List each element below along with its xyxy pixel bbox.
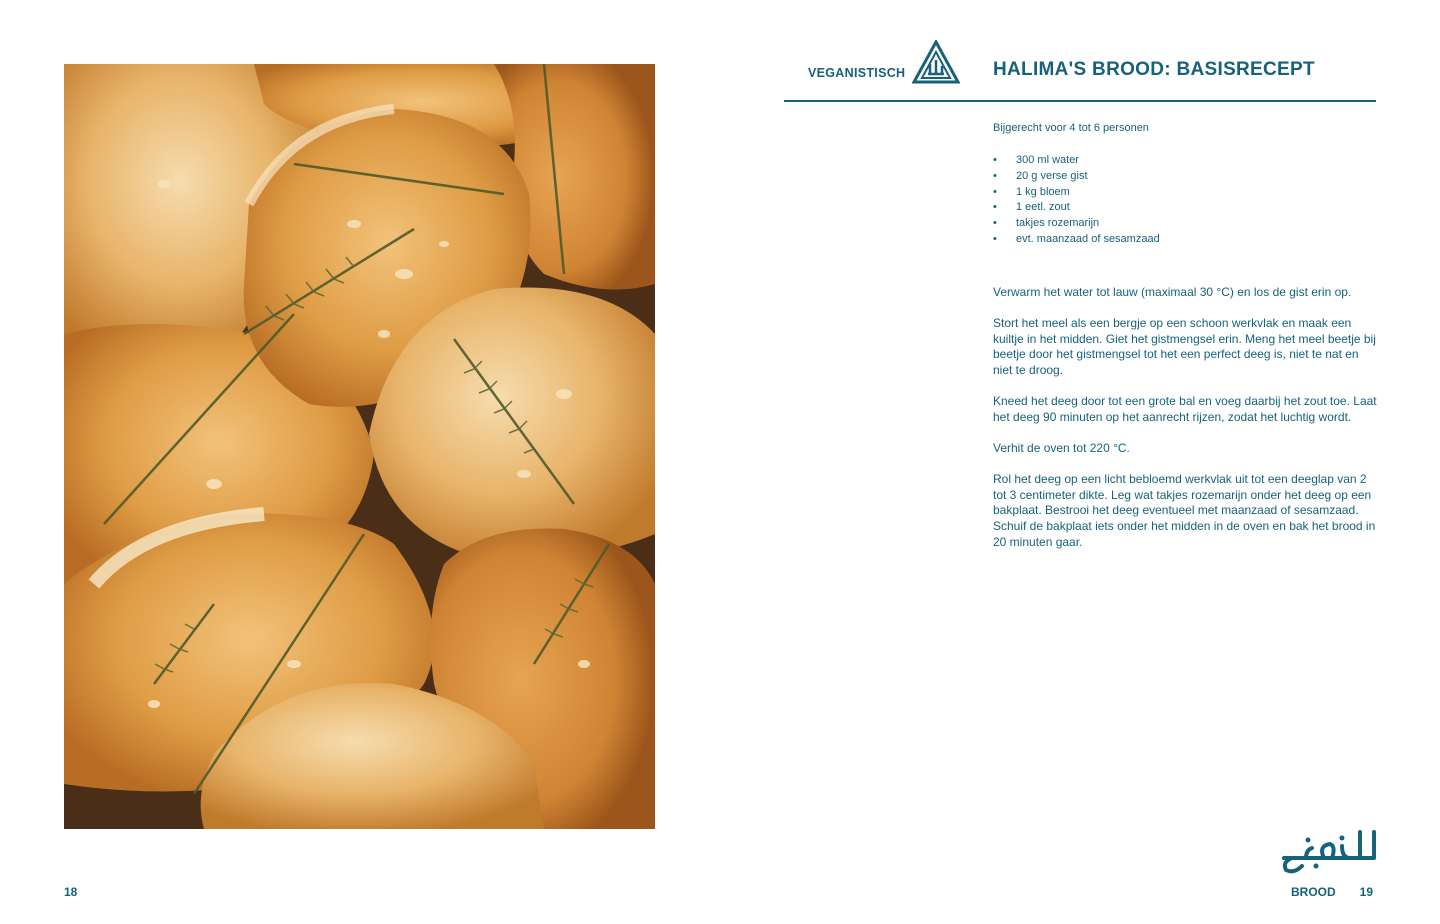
header-divider [784,100,1376,102]
footer-right [1291,885,1373,899]
step-paragraph: Kneed het deeg door tot een grote bal en voeg daarbij het zout toe. Laat het deeg 90 minuten op het aanrecht rijzen, zodat het luchtig wordt. [993,394,1377,424]
ingredient-text: takjes rozemarijn [1016,217,1100,230]
step-paragraph: Rol het deeg op een licht bebloemd werkvlak uit tot een deeglap van 2 tot 3 centimeter dikte. Leg wat takjes rozemarijn onder het deeg op een bakplaat. Bestrooi het deeg eventueel met maanzaad of sesamzaad. Schuif de bakplaat iets onder het midden in de oven en bak het brood in 20 minuten gaar. [993,472,1376,549]
method-steps [993,285,1378,566]
arabic-bread-lettering [1280,828,1378,874]
page-number-left: 18 [64,885,78,899]
list-item: • 300 ml water [993,154,1079,166]
ingredient-text: 1 kg bloem [1016,185,1070,198]
section-label: BROOD [1291,885,1336,899]
ingredient-text: 1 eetl. zout [1016,201,1070,214]
ingredient-text: evt. maanzaad of sesamzaad [1016,232,1160,245]
ingredient-list [993,153,1160,248]
flatbread-illustration [64,64,655,829]
step-paragraph: Verhit de oven tot 220 °C. [993,440,1130,455]
list-item: • 20 g verse gist [993,169,1088,182]
step-paragraph: Stort het meel als een bergje op een schoon werkvlak en maak een kuiltje in het midden. Giet het gistmengsel erin. Meng het meel beetje bij beetje door het gistmengsel tot het een perfect deeg is, niet te nat en niet te droog. [993,316,1376,377]
bread-photo [64,64,655,829]
list-item: • 1 kg bloem [993,185,1070,198]
serving-size: Bijgerecht voor 4 tot 6 personen [993,122,1149,134]
ingredient-text: 300 ml water [1016,154,1079,166]
list-item: • 1 eetl. zout [993,201,1070,214]
list-item: • evt. maanzaad of sesamzaad [993,232,1160,245]
diet-tag: VEGANISTISCH [808,66,906,80]
triangle-emblem-icon [912,40,960,84]
step-paragraph: Verwarm het water tot lauw (maximaal 30 °C) en los de gist erin op. [993,285,1352,299]
ingredient-text: 20 g verse gist [1016,169,1088,182]
page-number-right: 19 [1359,885,1374,899]
list-item: • takjes rozemarijn [993,217,1100,230]
recipe-title: HALIMA'S BROOD: BASISRECEPT [993,59,1315,80]
